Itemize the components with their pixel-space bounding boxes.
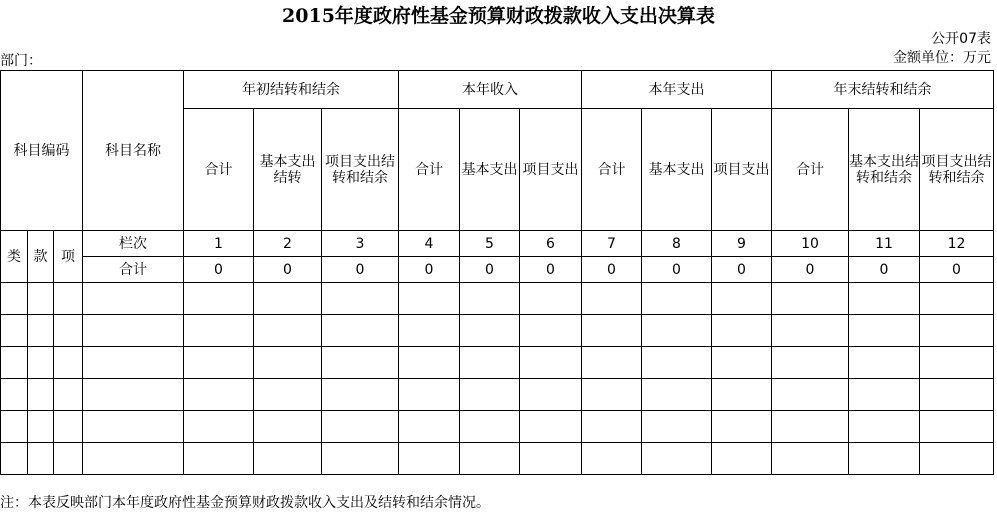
empty-cell [399,411,460,443]
table-row [1,315,994,347]
empty-cell [322,443,399,475]
empty-cell [460,283,520,315]
column-index-cell: 2 [254,231,322,257]
empty-cell [1,443,28,475]
column-index-cell: 12 [920,231,994,257]
subject-name-header: 科目名称 [83,71,184,231]
empty-cell [582,283,642,315]
subcol-header: 基本支出 [642,109,712,231]
table-row [1,443,994,475]
column-index-cell: 9 [712,231,772,257]
empty-cell [712,379,772,411]
empty-cell [582,443,642,475]
empty-cell [54,347,83,379]
empty-cell [254,379,322,411]
total-row-label: 合计 [83,257,184,283]
empty-cell [254,283,322,315]
table-row [1,411,994,443]
subcol-header: 合计 [184,109,254,231]
row-total [1,257,994,283]
empty-cell [54,411,83,443]
total-value-cell: 0 [460,257,520,283]
unit-label: 金额单位：万元 [893,50,991,66]
empty-cell [642,347,712,379]
subject-code-header: 科目编码 [1,71,83,231]
empty-cell [460,443,520,475]
table-row [1,347,994,379]
total-value-cell: 0 [920,257,994,283]
empty-cell [920,347,994,379]
empty-cell [83,411,184,443]
empty-cell [642,315,712,347]
empty-cell [772,347,849,379]
empty-cell [520,347,582,379]
empty-cell [254,411,322,443]
subcol-header: 项目支出 [520,109,582,231]
group-header-opening-balance: 年初结转和结余 [184,71,399,109]
empty-cell [1,315,28,347]
empty-cell [322,379,399,411]
total-value-cell: 0 [582,257,642,283]
empty-cell [83,379,184,411]
subcol-header: 基本支出结转 [254,109,322,231]
empty-cell [184,347,254,379]
column-index-cell: 7 [582,231,642,257]
total-value-cell: 0 [399,257,460,283]
empty-cell [254,315,322,347]
empty-cell [460,347,520,379]
table-row [1,379,994,411]
empty-cell [322,283,399,315]
empty-cell [399,283,460,315]
empty-cell [28,443,54,475]
empty-cell [322,411,399,443]
empty-cell [54,315,83,347]
empty-cell [920,443,994,475]
row-index-label: 栏次 [83,231,184,257]
empty-cell [849,347,920,379]
empty-cell [772,379,849,411]
column-index-cell: 3 [322,231,399,257]
empty-cell [322,315,399,347]
subcol-header: 项目支出结转和结余 [322,109,399,231]
group-header-closing-balance: 年末结转和结余 [772,71,994,109]
total-value-cell: 0 [849,257,920,283]
code-part-category: 类 [1,231,28,283]
column-index-cell: 5 [460,231,520,257]
empty-cell [399,443,460,475]
empty-cell [712,411,772,443]
code-part-item: 项 [54,231,83,283]
empty-cell [184,379,254,411]
empty-cell [83,283,184,315]
empty-cell [520,283,582,315]
empty-cell [772,443,849,475]
empty-cell [642,443,712,475]
empty-cell [184,315,254,347]
total-value-cell: 0 [712,257,772,283]
empty-cell [849,443,920,475]
total-value-cell: 0 [772,257,849,283]
subcol-header: 项目支出结转和结余 [920,109,994,231]
subcol-header: 基本支出 [460,109,520,231]
empty-cell [28,315,54,347]
empty-cell [54,443,83,475]
empty-cell [849,379,920,411]
code-part-section: 款 [28,231,54,283]
department-label: 部门： [0,53,42,69]
total-value-cell: 0 [642,257,712,283]
empty-cell [582,411,642,443]
blank-rows-body [1,283,994,475]
empty-cell [254,347,322,379]
empty-cell [460,379,520,411]
empty-cell [520,379,582,411]
footnote: 注：本表反映部门本年度政府性基金预算财政拨款收入支出及结转和结余情况。 [0,495,490,511]
empty-cell [184,283,254,315]
empty-cell [28,347,54,379]
empty-cell [582,347,642,379]
empty-cell [642,379,712,411]
empty-cell [460,411,520,443]
empty-cell [712,443,772,475]
empty-cell [184,443,254,475]
column-index-cell: 8 [642,231,712,257]
empty-cell [1,379,28,411]
empty-cell [772,315,849,347]
empty-cell [712,315,772,347]
empty-cell [582,379,642,411]
empty-cell [399,379,460,411]
empty-cell [642,411,712,443]
empty-cell [920,411,994,443]
empty-cell [399,347,460,379]
total-value-cell: 0 [184,257,254,283]
total-value-cell: 0 [322,257,399,283]
group-header-expenditure: 本年支出 [582,71,772,109]
empty-cell [399,315,460,347]
header-row-groups [1,71,994,109]
column-index-cell: 1 [184,231,254,257]
empty-cell [520,443,582,475]
empty-cell [849,411,920,443]
empty-cell [642,283,712,315]
empty-cell [1,347,28,379]
empty-cell [1,411,28,443]
empty-cell [520,411,582,443]
subcol-header: 基本支出结转和结余 [849,109,920,231]
empty-cell [920,283,994,315]
empty-cell [772,283,849,315]
row-column-index [1,231,994,257]
empty-cell [254,443,322,475]
empty-cell [920,379,994,411]
empty-cell [28,283,54,315]
empty-cell [712,347,772,379]
table-row [1,283,994,315]
table-code: 公开07表 [931,31,991,47]
total-value-cell: 0 [520,257,582,283]
empty-cell [54,379,83,411]
empty-cell [582,315,642,347]
empty-cell [28,411,54,443]
empty-cell [83,347,184,379]
empty-cell [28,379,54,411]
subcol-header: 合计 [582,109,642,231]
empty-cell [849,315,920,347]
column-index-cell: 10 [772,231,849,257]
empty-cell [54,283,83,315]
empty-cell [322,347,399,379]
subcol-header: 合计 [772,109,849,231]
column-index-cell: 11 [849,231,920,257]
empty-cell [1,283,28,315]
total-value-cell: 0 [254,257,322,283]
group-header-income: 本年收入 [399,71,582,109]
subcol-header: 项目支出 [712,109,772,231]
column-index-cell: 4 [399,231,460,257]
empty-cell [460,315,520,347]
empty-cell [920,315,994,347]
empty-cell [83,315,184,347]
budget-table [0,70,994,475]
empty-cell [849,283,920,315]
column-index-cell: 6 [520,231,582,257]
empty-cell [772,411,849,443]
empty-cell [520,315,582,347]
subcol-header: 合计 [399,109,460,231]
empty-cell [712,283,772,315]
empty-cell [184,411,254,443]
report-title: 2015年度政府性基金预算财政拨款收入支出决算表 [282,5,715,27]
empty-cell [83,443,184,475]
